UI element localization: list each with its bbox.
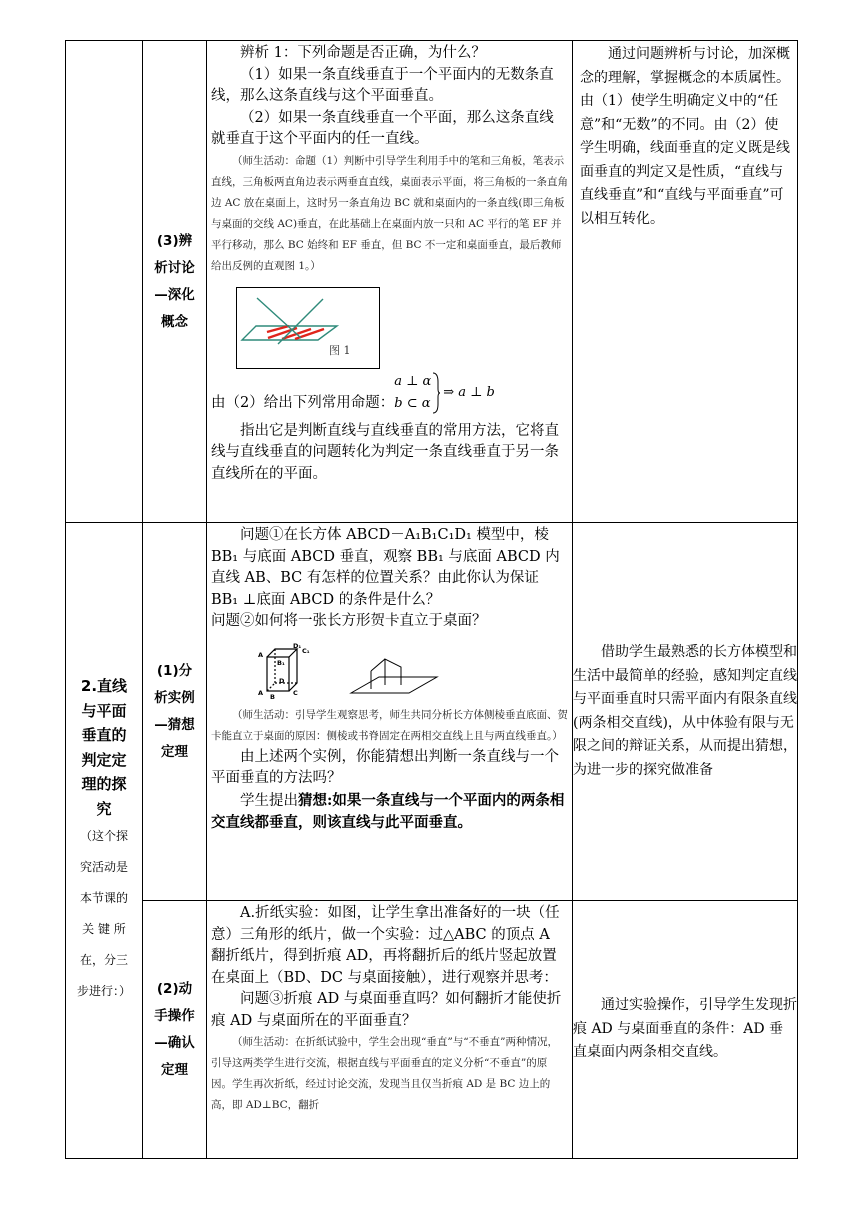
question-1: 问题①在长方体 ABCD－A₁B₁C₁D₁ 模型中，棱 BB₁ 与底面 ABCD 垂直，观察 BB₁ 与底面 ABCD 内直线 AB、BC 有怎样的位置关系？由此你认为保证 BB₁ ⊥底面 ABCD 的条件是什么？ [211, 527, 560, 608]
stage-label: (2)动 手操作 —确认 定理 [154, 980, 195, 1078]
content-cell [207, 523, 573, 901]
purpose-cell [573, 41, 798, 523]
figure-1-label: 图 1 [329, 343, 351, 357]
proposition-2: （2）如果一条直线垂直一个平面，那么这条直线就垂直于这个平面内的任一直线。 [211, 109, 554, 147]
teacher-activity-note: （师生活动：命题（1）判断中引导学生利用手中的笔和三角板，笔表示直线，三角板两直角边表示两垂直直线，桌面表示平面，将三角板的一条直角边 AC 放在桌面上，这时另一条直角边 BC 就和桌面内的一条直线(即三角板与桌面的交线 AC)垂直，在此基础上在桌面内放一只和 AC 平行的笔 EF 并平行移动，那么 BC 始终和 EF 垂直，但 BC 不一定和桌面垂直，最后教师给出反例的直观图 1。） [211, 154, 568, 272]
stage-cell [143, 41, 207, 523]
student-guess: 学生提出猜想:如果一条直线与一个平面内的两条相交直线都垂直，则该直线与此平面垂直。 [211, 791, 565, 831]
proposition-1: （1）如果一条直线垂直于一个平面内的无数条直线，那么这条直线与这个平面垂直。 [211, 66, 554, 104]
section-title: 2.直线 与平面 垂直的 判定定 理的探 究 [80, 677, 128, 818]
cube-label: D [279, 676, 285, 685]
guess-statement: 猜想:如果一条直线与一个平面内的两条相交直线都垂直，则该直线与此平面垂直。 [211, 791, 565, 831]
cube-label: C [293, 688, 298, 697]
brace-icon [431, 371, 441, 415]
greeting-card-figure [349, 655, 439, 701]
teacher-activity-note: （师生活动：引导学生观察思考，师生共同分析长方体侧棱垂直底面、贺卡能直立于桌面的原因：侧棱或书脊固定在两相交直线上且与两直线垂直。） [211, 708, 568, 742]
example-figures [257, 643, 568, 701]
stage-cell [143, 523, 207, 901]
table-row [66, 41, 798, 523]
figure-1 [236, 287, 380, 369]
figure-1-drawing [237, 288, 379, 368]
formula-lead: 由（2）给出下列常用命题： [211, 394, 395, 411]
cube-label: C₁ [302, 646, 310, 655]
purpose-cell [573, 523, 798, 901]
formula-line-1: a ⊥ α [394, 373, 432, 389]
cube-label: D₁ [293, 642, 302, 650]
folding-experiment: A.折纸实验：如图，让学生拿出准备好的一块（任意）三角形的纸片，做一个实验：过△ABC 的顶点 A 翻折纸片，得到折痕 AD，再将翻折后的纸片竖起放置在桌面上（BD、DC 与桌面接触），进行观察并思考： [211, 905, 560, 986]
lesson-plan-table [65, 40, 798, 1159]
table-row [66, 901, 798, 1159]
content-cell [207, 901, 573, 1159]
design-intent: 借助学生最熟悉的长方体模型和生活中最简单的经验，感知判定直线与平面垂直时只需平面内有限条直线(两条相交直线)，从中体验有限与无限之间的辩证关系，从而提出猜想，为进一步的探究做准备 [573, 644, 797, 778]
question-3: 问题③折痕 AD 与桌面垂直吗？如何翻折才能使折痕 AD 与桌面所在的平面垂直？ [211, 991, 562, 1029]
formula-result: ⇒ a ⊥ b [443, 384, 495, 400]
formula-line-2: b ⊂ α [394, 395, 431, 411]
guess-question: 由上述两个实例，你能猜想出判断一条直线与一个平面垂直的方法吗？ [211, 748, 559, 786]
cuboid-figure [257, 643, 321, 701]
content-cell [207, 41, 573, 523]
section-cell-empty [66, 41, 143, 523]
stage-label: (1)分 析实例 —猜想 定理 [154, 662, 195, 760]
cube-label: B₁ [277, 658, 285, 667]
conclusion-text: 指出它是判断直线与直线垂直的常用方法，它将直线与直线垂直的问题转化为判定一条直线垂直于另一条直线所在的平面。 [211, 422, 559, 482]
teacher-activity-note: （师生活动：在折纸试验中，学生会出现“垂直”与“不垂直”两种情况，引导这两类学生进行交流，根据直线与平面垂直的定义分析“不垂直”的原因。学生再次折纸，经过讨论交流，发现当且仅当折痕 AD 是 BC 边上的高，即 AD⊥BC，翻折 [211, 1036, 558, 1111]
cube-label: B [270, 692, 275, 701]
design-intent: 通过实验操作，引导学生发现折痕 AD 与桌面垂直的条件：AD 垂直桌面内两条相交直线。 [573, 997, 797, 1061]
section-note: （这个探 究活动是 本节课的 关 键 所 在，分三 步进行：） [76, 829, 131, 998]
question-intro: 辨析 1：下列命题是否正确，为什么？ [240, 45, 486, 61]
question-2: 问题②如何将一张长方形贺卡直立于桌面？ [211, 613, 487, 629]
cube-label: A [258, 688, 264, 697]
stage-cell [143, 901, 207, 1159]
design-intent: 通过问题辨析与讨论，加深概念的理解，掌握概念的本质属性。由（1）使学生明确定义中的“任意”和“无数”的不同。由（2）使学生明确，线面垂直的定义既是线面垂直的判定又是性质，“直线与直线垂直”和“直线与平面垂直”可以相互转化。 [580, 46, 790, 227]
stage-label: (3)辨 析讨论 —深化 概念 [154, 232, 195, 330]
cube-label: A [258, 650, 264, 659]
purpose-cell [573, 901, 798, 1159]
table-row [66, 523, 798, 901]
section-title-cell [66, 523, 143, 1159]
common-proposition [211, 371, 568, 415]
